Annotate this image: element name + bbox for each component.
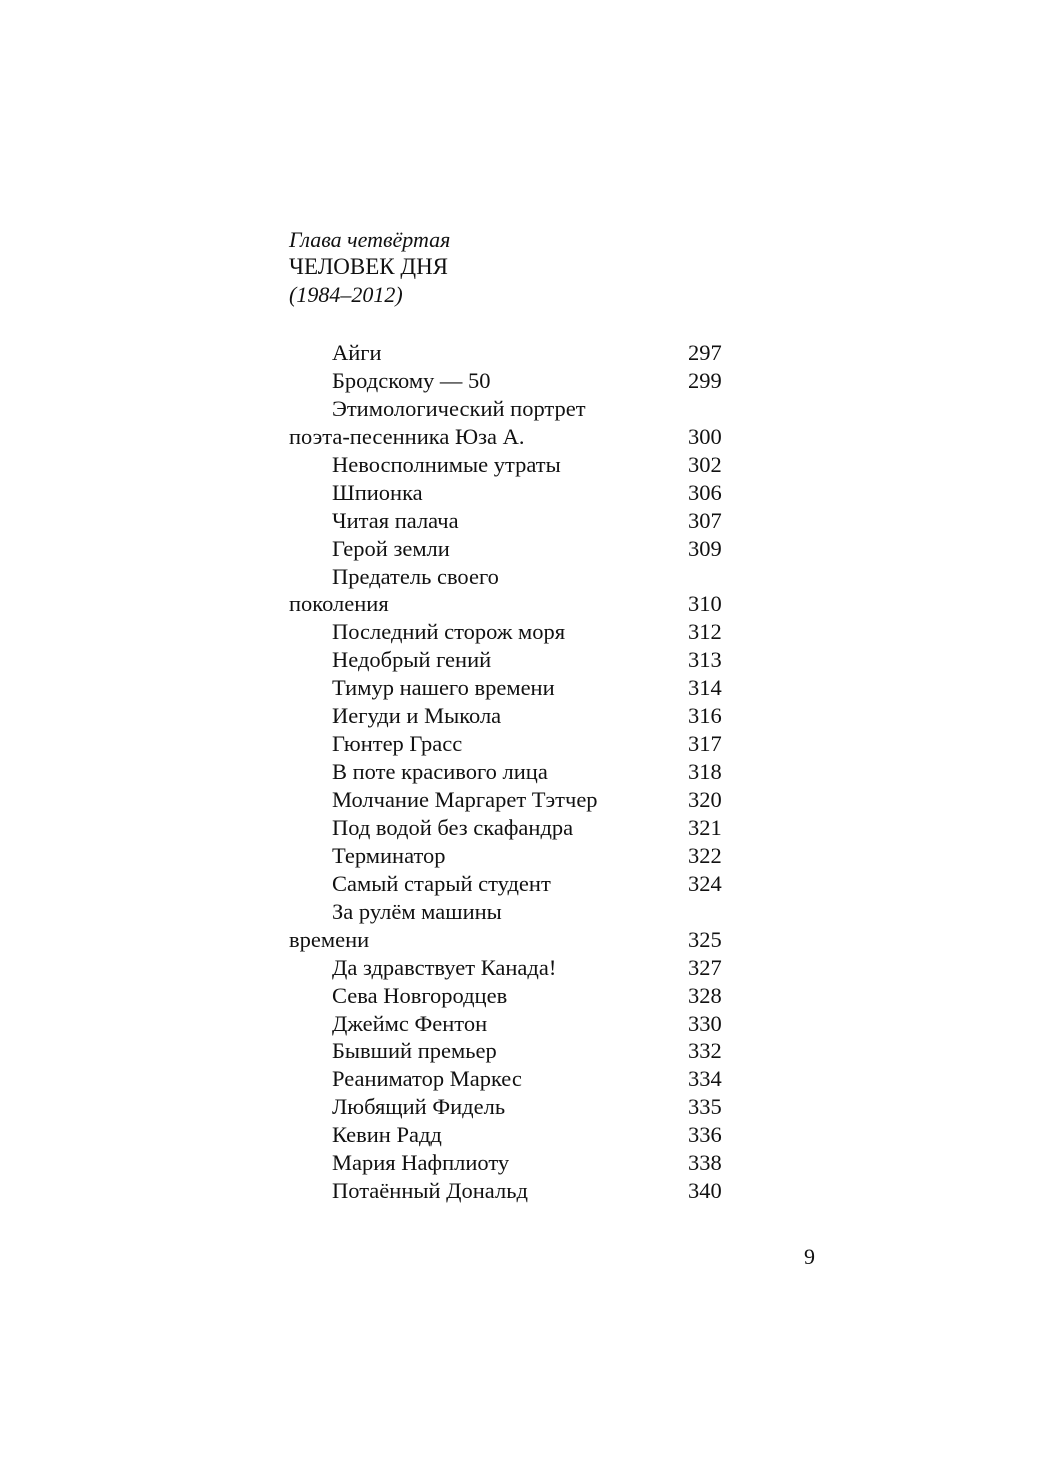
- toc-entry-page: 299: [688, 367, 722, 393]
- toc-entry: [289, 674, 729, 702]
- toc-entry-title-line: [289, 590, 729, 618]
- toc-entry-title: Этимологический портрет: [332, 395, 586, 421]
- toc-entry: [289, 1010, 729, 1038]
- toc-entry: [289, 982, 729, 1010]
- toc-entry: [289, 646, 729, 674]
- toc-entry: [289, 451, 729, 479]
- toc-entry-page: 314: [688, 675, 722, 701]
- toc-entry-page: 321: [688, 814, 722, 840]
- toc-entry-page: 313: [688, 647, 722, 673]
- toc-entry-title: поэта-песенника Юза А.: [289, 423, 525, 449]
- toc-entry-page: 330: [688, 1010, 722, 1036]
- toc-entry-title-line: [289, 423, 729, 451]
- toc-entry-title-line: [289, 451, 729, 479]
- toc-entry-page: 340: [688, 1178, 722, 1204]
- toc-entry-title: Молчание Маргарет Тэтчер: [332, 787, 598, 812]
- toc-entry-page: 335: [688, 1094, 722, 1120]
- toc-entry-title: В поте красивого лица: [332, 759, 548, 785]
- toc-entry-title-line: [289, 367, 729, 395]
- toc-entry-title: Невосполнимые утраты: [332, 451, 561, 477]
- toc-entry-title: Сева Новгородцев: [332, 982, 508, 1008]
- toc-entry-page: 300: [688, 423, 722, 449]
- toc-entry: [289, 367, 729, 395]
- toc-entry-page: 332: [688, 1038, 722, 1064]
- toc-entry-title-line: [289, 339, 729, 367]
- toc-entry-title-line: [289, 1121, 729, 1149]
- toc-entry-title-line: [289, 618, 729, 646]
- toc-entry-title: Герой земли: [332, 535, 450, 561]
- toc-entry-title-line: [289, 954, 729, 982]
- toc-entry-title-line: [289, 870, 729, 898]
- toc-entry-title-line: [289, 1177, 729, 1205]
- toc-entry-title: Мария Нафплиоту: [332, 1150, 510, 1176]
- toc-entry-page: 325: [688, 926, 722, 952]
- toc-entry: [289, 1121, 729, 1149]
- toc-entry-page: 297: [688, 340, 722, 365]
- toc-entry-title-line: [289, 395, 729, 423]
- toc-entry-title: За рулём машины: [332, 898, 502, 924]
- toc-entry-title: поколения: [289, 591, 389, 617]
- toc-entry: [289, 814, 729, 842]
- toc-entry: [289, 1065, 729, 1093]
- toc-entry-page: 334: [688, 1066, 722, 1092]
- toc-entry: [289, 507, 729, 535]
- toc-entry-title-line: [289, 842, 729, 870]
- toc-entry-title-line: [289, 1065, 729, 1093]
- toc-entry: [289, 479, 729, 507]
- toc-entry-page: 338: [688, 1150, 722, 1176]
- toc-entry-title: Недобрый гений: [332, 647, 492, 673]
- toc-entry: [289, 1093, 729, 1121]
- toc-entry-title: Тимур нашего времени: [332, 675, 555, 701]
- toc-entry: [289, 618, 729, 646]
- toc-entry-title-line: [289, 563, 729, 591]
- toc-entry: [289, 786, 729, 814]
- toc-entry-page: 317: [688, 731, 722, 757]
- toc-entry-title: Любящий Фидель: [332, 1094, 506, 1120]
- toc-entry-title-line: [289, 786, 729, 814]
- toc-entry-page: 310: [688, 591, 722, 617]
- toc-entry: [289, 535, 729, 563]
- chapter-years: (1984–2012): [289, 282, 403, 307]
- toc-entry-page: 318: [688, 759, 722, 785]
- toc-entry: [289, 842, 729, 870]
- toc-entry-title: Айги: [332, 340, 382, 365]
- toc-entry-page: 316: [688, 703, 722, 729]
- toc-entry-title-line: [289, 479, 729, 507]
- toc-entry-title: Джеймс Фентон: [332, 1010, 488, 1036]
- toc-entry-title-line: [289, 1093, 729, 1121]
- toc-entry-title: Читая палача: [332, 507, 459, 533]
- toc-entry-title-line: [289, 1037, 729, 1065]
- toc-entry-page: 312: [688, 619, 722, 645]
- toc-entry-title-line: [289, 702, 729, 730]
- toc-entry: [289, 870, 729, 898]
- chapter-title: ЧЕЛОВЕК ДНЯ: [289, 254, 449, 279]
- toc-entry-title: времени: [289, 926, 370, 952]
- table-of-contents: [289, 339, 729, 1205]
- toc-entry-title-line: [289, 1149, 729, 1177]
- toc-entry-title-line: [289, 730, 729, 758]
- chapter-label: Глава четвёртая: [289, 227, 451, 252]
- toc-entry-title: Иегуди и Мыкола: [332, 703, 502, 729]
- toc-entry-page: 322: [688, 842, 722, 868]
- toc-entry-title-line: [289, 926, 729, 954]
- toc-entry-title: Да здравствует Канада!: [332, 954, 557, 980]
- toc-entry-page: 336: [688, 1122, 722, 1148]
- toc-entry: [289, 339, 729, 367]
- toc-entry: [289, 1149, 729, 1177]
- toc-entry: [289, 702, 729, 730]
- toc-entry: [289, 954, 729, 982]
- toc-entry-page: 306: [688, 479, 722, 505]
- toc-entry-title-line: [289, 535, 729, 563]
- toc-entry: [289, 395, 729, 451]
- toc-entry-title: Шпионка: [332, 479, 423, 505]
- toc-entry-page: 324: [688, 870, 722, 896]
- toc-entry-title-line: [289, 814, 729, 842]
- toc-entry: [289, 730, 729, 758]
- toc-entry: [289, 758, 729, 786]
- toc-entry-page: 309: [688, 535, 722, 561]
- toc-entry: [289, 1037, 729, 1065]
- toc-entry-page: 307: [688, 507, 722, 533]
- toc-entry-page: 302: [688, 451, 722, 477]
- toc-entry-title-line: [289, 758, 729, 786]
- toc-entry-title: Бродскому — 50: [332, 367, 491, 393]
- toc-entry-page: 320: [688, 787, 722, 812]
- toc-entry-title-line: [289, 982, 729, 1010]
- toc-entry-title-line: [289, 898, 729, 926]
- toc-entry-title: Реаниматор Маркес: [332, 1066, 522, 1092]
- toc-entry-title-line: [289, 646, 729, 674]
- toc-entry-title: Кевин Радд: [332, 1122, 442, 1148]
- toc-entry: [289, 898, 729, 954]
- toc-entry-title: Предатель своего: [332, 563, 499, 589]
- toc-entry-title: Самый старый студент: [332, 870, 551, 896]
- toc-entry: [289, 1177, 729, 1205]
- toc-entry-title: Последний сторож моря: [332, 619, 566, 645]
- toc-entry-page: 328: [688, 982, 722, 1008]
- toc-entry-title: Под водой без скафандра: [332, 814, 574, 840]
- toc-entry: [289, 563, 729, 619]
- toc-entry-title: Терминатор: [332, 842, 446, 868]
- toc-entry-title: Бывший премьер: [332, 1038, 497, 1064]
- toc-entry-title: Потаённый Дональд: [332, 1178, 528, 1204]
- toc-entry-title-line: [289, 674, 729, 702]
- toc-entry-title-line: [289, 1010, 729, 1038]
- toc-entry-page: 327: [688, 954, 722, 980]
- toc-entry-title-line: [289, 507, 729, 535]
- toc-entry-title: Гюнтер Грасс: [332, 731, 463, 757]
- page-number: 9: [804, 1244, 815, 1269]
